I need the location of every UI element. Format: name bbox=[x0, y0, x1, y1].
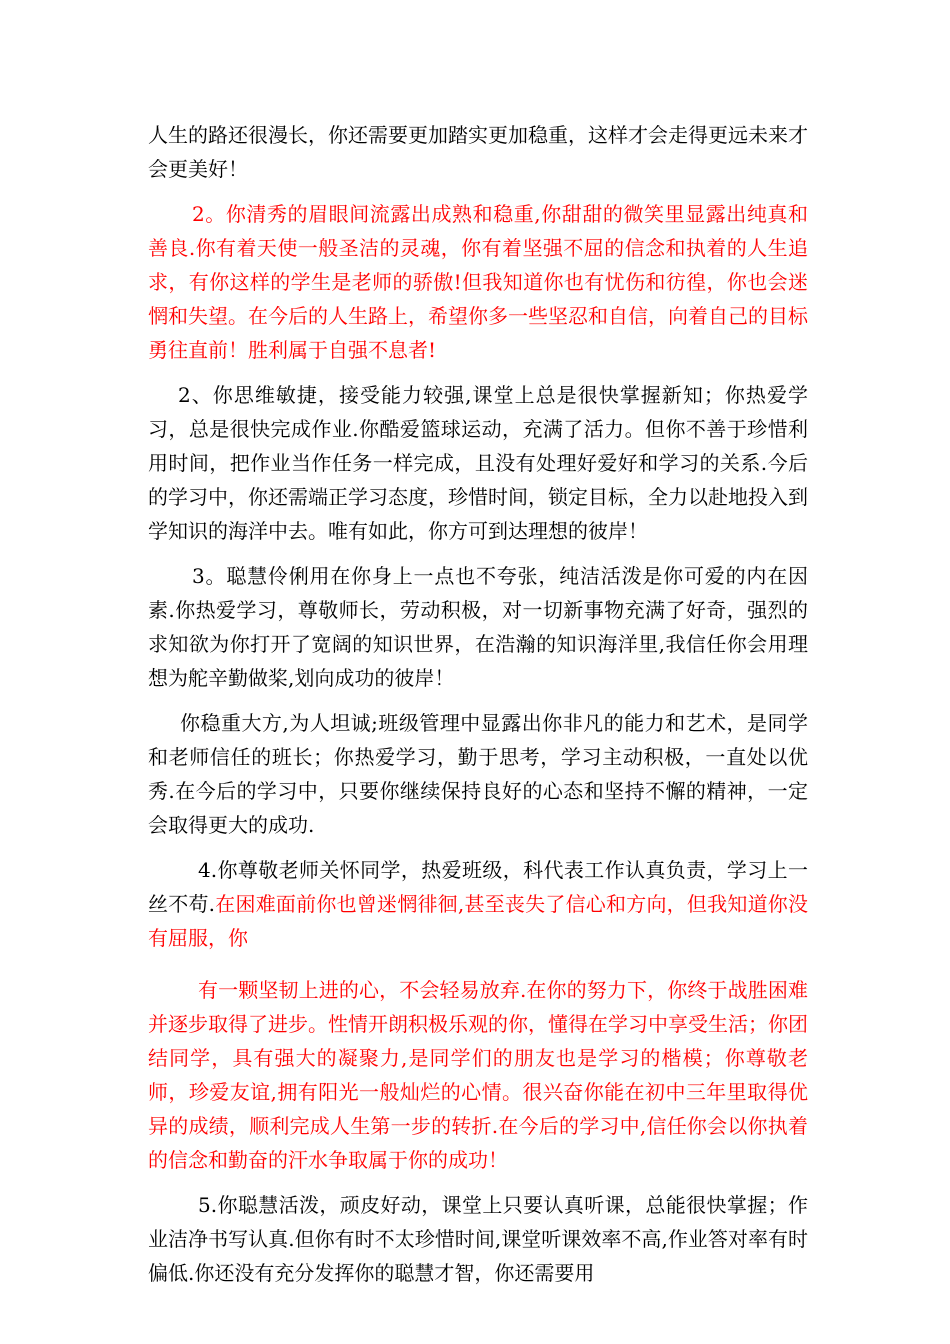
document-body bbox=[148, 118, 808, 1301]
comment-4-black-text: 4.你尊敬老师关怀同学，热爱班级，科代表工作认真负责，学习上一丝不苟. bbox=[148, 858, 808, 916]
paragraph-comment-class-monitor: 你稳重大方,为人坦诚;班级管理中显露出你非凡的能力和艺术，是同学和老师信任的班长；你热爱学习，勤于思考，学习主动积极，一直处以优秀.在今后的学习中，只要你继续保持良好的心态和坚持不懈的精神，一定会取得更大的成功. bbox=[148, 711, 808, 837]
paragraph-comment-4 bbox=[148, 853, 808, 955]
paragraph-comment-4-continued: 有一颗坚韧上进的心，不会轻易放弃.在你的努力下，你终于战胜困难并逐步取得了进步。性情开朗积极乐观的你，懂得在学习中享受生活；你团结同学，具有强大的凝聚力,是同学们的朋友也是学习的楷模；你尊敬老师，珍爱友谊,拥有阳光一般灿烂的心情。很兴奋你能在初中三年里取得优异的成绩，顺利完成人生第一步的转折.在今后的学习中,信任你会以你执着的信念和勤奋的汗水争取属于你的成功！ bbox=[148, 978, 808, 1172]
comment-4-red-text: 在困难面前你也曾迷惘徘徊,甚至丧失了信心和方向，但我知道你没有屈服，你 bbox=[148, 892, 809, 950]
paragraph-comment-2-red: 2。你清秀的眉眼间流露出成熟和稳重,你甜甜的微笑里显露出纯真和善良.你有着天使一般圣洁的灵魂，你有着坚强不屈的信念和执着的人生追求，有你这样的学生是老师的骄傲!但我知道你也有忧伤和彷徨，你也会迷惘和失望。在今后的人生路上，希望你多一些坚忍和自信，向着自己的目标勇往直前！胜利属于自强不息者! bbox=[148, 202, 808, 362]
paragraph-comment-3: 3。聪慧伶俐用在你身上一点也不夸张，纯洁活泼是你可爱的内在因素.你热爱学习，尊敬师长，劳动积极，对一切新事物充满了好奇，强烈的求知欲为你打开了宽阔的知识世界，在浩瀚的知识海洋里,我信任你会用理想为舵辛勤做桨,划向成功的彼岸！ bbox=[148, 564, 808, 690]
paragraph-comment-5: 5.你聪慧活泼，顽皮好动，课堂上只要认真听课，总能很快掌握；作业洁净书写认真.但你有时不太珍惜时间,课堂听课效率不高,作业答对率有时偏低.你还没有充分发挥你的聪慧才智，你还需要用 bbox=[148, 1193, 808, 1285]
paragraph-intro: 人生的路还很漫长，你还需要更加踏实更加稳重，这样才会走得更远未来才会更美好！ bbox=[148, 123, 808, 181]
paragraph-comment-2: 2、你思维敏捷，接受能力较强,课堂上总是很快掌握新知；你热爱学习，总是很快完成作业.你酷爱篮球运动，充满了活力。但你不善于珍惜利用时间，把作业当作任务一样完成，且没有处理好爱好和学习的关系.今后的学习中，你还需端正学习态度，珍惜时间，锁定目标，全力以赴地投入到学知识的海洋中去。唯有如此，你方可到达理想的彼岸！ bbox=[148, 383, 808, 543]
